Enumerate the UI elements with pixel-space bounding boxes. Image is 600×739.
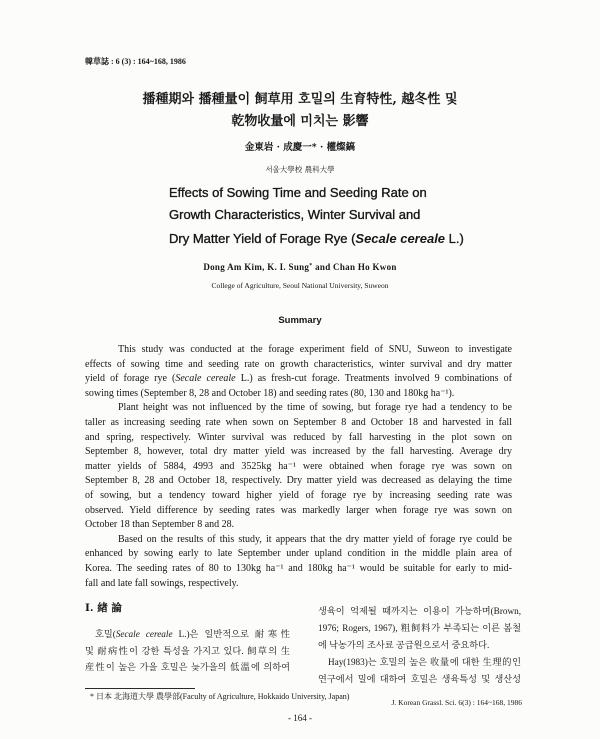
species-name: Secale cereale <box>115 629 173 639</box>
summary-heading: Summary <box>278 315 322 326</box>
summary-line: Plant height was not influenced by the time of sowing, but forage rye had a tendency to be <box>118 402 512 414</box>
summary-line: Korea. The seeding rates of 80 to 130kg ha⁻¹ and 180kg ha⁻¹ would be suitable for early to mid- <box>85 562 512 574</box>
authors-english <box>0 261 600 273</box>
body-line: Hay(1983)는 호밀의 높은 收量에 대한 生理的인 <box>328 657 521 667</box>
introduction-left-column <box>85 626 290 676</box>
body-line: 1976; Rogers, 1967), 粗飼料가 부족되는 이른 봄철 <box>318 623 521 633</box>
summary-line: taller as increasing seeding rate when sown on September 8 and October 18 and harvested in fall <box>85 416 512 428</box>
title-korean-line-2: 乾物收量에 미치는 影響 <box>231 114 369 129</box>
body-line: 생육이 억제될 때까지는 이용이 가능하며(Brown, <box>318 606 521 616</box>
footnote: * 日本 北海道大學 農學部(Faculty of Agriculture, Hokkaido University, Japan) <box>90 692 350 701</box>
title-korean-line-1: 播種期와 播種量이 飼草用 호밀의 生育特性, 越冬性 및 <box>142 92 458 107</box>
introduction-right-column <box>318 603 521 688</box>
summary-body <box>85 343 512 591</box>
affiliation-english: College of Agriculture, Seoul National University, Suweon <box>211 281 389 290</box>
section-heading-introduction: I. 緖 論 <box>85 602 122 614</box>
title-english-line-3 <box>169 231 464 247</box>
body-line <box>85 626 290 643</box>
summary-line: matter yields of 5884, 4993 and 3525kg ha⁻¹ were obtained when forage rye was sown on <box>85 460 512 472</box>
author-names: and Chan Ho Kwon <box>312 262 397 272</box>
summary-line: Based on the results of this study, it appears that the dry matter yield of forage rye could be <box>118 533 512 545</box>
authors-korean: 金東岩 · 成慶一* · 權燦鎬 <box>244 142 356 153</box>
species-name: Secale cereale <box>355 231 446 246</box>
body-line: 및 耐病性이 강한 특성을 가지고 있다. 飼草의 生 <box>85 645 290 656</box>
body-line: 에 낙농가의 조사료 공급원으로서 중요하다. <box>318 640 490 650</box>
summary-line: September 8, 28 and October 18, respectively. Dry matter yield was decreased as delaying the time <box>85 475 512 487</box>
summary-line: fall and late fall sowings, respectively. <box>85 577 239 589</box>
summary-line: This study was conducted at the forage experiment field of SNU, Suweon to investigate <box>118 344 512 355</box>
summary-line: observed. Yield difference by seeding rates was markedly larger when forage rye was sown on <box>85 504 512 516</box>
body-text-segment: 호밀( <box>95 629 116 639</box>
footnote-marker: * <box>309 263 313 269</box>
summary-line: enhanced by sowing early to late September under upland condition in the middle plain area of <box>85 548 512 560</box>
body-line: 産性이 높은 가을 호밀은 늦가을의 低溫에 의하여 <box>85 662 290 672</box>
title-text-segment: L.) <box>445 231 464 246</box>
species-name: Secale cereale <box>175 373 236 385</box>
affiliation-korean: 서울大學校 農科大學 <box>265 165 335 174</box>
author-names: Dong Am Kim, K. I. Sung <box>203 262 310 272</box>
body-text-segment: L.)은 일반적으로 耐寒性 <box>172 629 290 639</box>
summary-line: September 8, however, total dry matter yield was increased by the fall harvesting. Average dry <box>85 446 512 458</box>
summary-line: effects of sowing time and seeding rate on growth characteristics, winter survival and dry matter <box>85 358 512 370</box>
summary-line: October 18 than September 8 and 28. <box>85 519 235 531</box>
title-english-line-2: Growth Characteristics, Winter Survival and <box>169 207 421 222</box>
body-line: 연구에서 밀에 대하여 호밀은 생육특성 및 생산성 <box>318 674 521 684</box>
title-english-line-1: Effects of Sowing Time and Seeding Rate on <box>169 185 427 200</box>
footnote-divider <box>85 688 195 689</box>
summary-line: sowing times (September 8, 28 and October 18) and seeding rates (80, 130 and 180kg ha⁻¹). <box>85 387 455 399</box>
summary-line: and spring, respectively. Winter survival was reduced by fall harvesting in the plot sown on <box>85 431 512 443</box>
title-text-segment: Dry Matter Yield of Forage Rye ( <box>169 231 356 246</box>
footer-citation: J. Korean Grassl. Sci. 6(3) : 164~168, 1986 <box>391 698 522 707</box>
summary-text-segment: L.) as fresh-cut forage. Treatments involved 9 combinations of <box>235 373 512 385</box>
journal-reference: 韓草誌 : 6 (3) : 164~168, 1986 <box>85 57 186 66</box>
summary-text-segment: yield of forage rye ( <box>85 373 176 385</box>
summary-line: of sowing, but a tendency toward higher yield of forage rye by increasing seeding rate was <box>85 489 512 501</box>
summary-line <box>85 372 512 387</box>
page-number: - 164 - <box>288 713 312 723</box>
